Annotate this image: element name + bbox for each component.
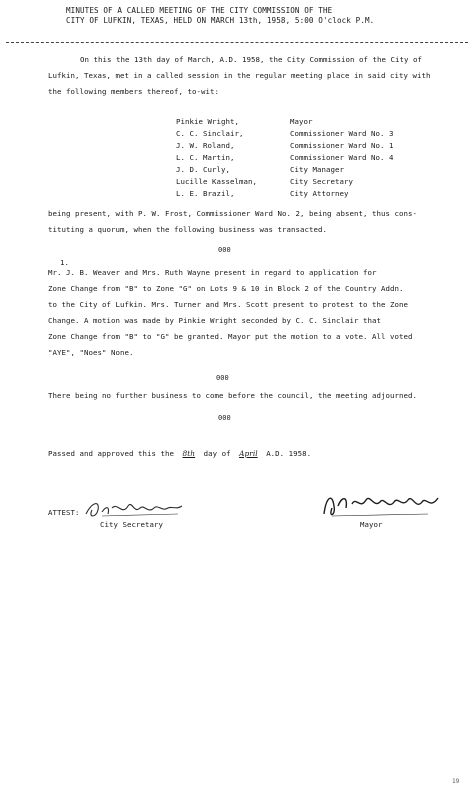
member-title: Mayor [290,117,313,126]
member-name: Lucille Kasselman, [176,177,257,186]
item-mark: 1. [60,258,69,267]
page-number: 19 [452,778,460,785]
mayor-signature [318,488,448,522]
item-line-3: to the City of Lufkin. Mrs. Turner and Mrs. Scott present to protest to the Zone [48,300,408,309]
member-title: Commissioner Ward No. 3 [290,129,394,138]
header-line-2: CITY OF LUFKIN, TEXAS, HELD ON MARCH 13th, 1958, 5:00 O'clock P.M. [66,16,375,25]
intro-line-1: On this the 13th day of March, A.D. 1958, the City Commission of the City of [80,55,422,64]
approval-day: 8th [182,449,196,458]
attest-label: ATTEST: [48,508,80,517]
approval-suffix: A.D. 1958. [266,449,312,458]
member-title: City Attorney [290,189,349,198]
member-title: City Manager [290,165,344,174]
member-name: J. D. Curly, [176,165,230,174]
separator: 000 [218,246,231,254]
quorum-line-1: being present, with P. W. Frost, Commissioner Ward No. 2, being absent, thus cons- [48,209,417,218]
item-line-6: "AYE", "Noes" None. [48,348,134,357]
quorum-line-2: tituting a quorum, when the following business was transacted. [48,225,327,234]
approval-prefix: Passed and approved this the [48,449,174,458]
separator: 000 [216,374,229,382]
member-name: C. C. Sinclair, [176,129,244,138]
city-secretary-signature [82,496,192,522]
separator: 000 [218,414,231,422]
mayor-title: Mayor [360,520,383,529]
approval-middle: day of [203,449,231,458]
member-name: J. W. Roland, [176,141,235,150]
intro-line-2: Lufkin, Texas, met in a called session in the regular meeting place in said city with [48,71,431,80]
member-name: L. C. Martin, [176,153,235,162]
member-title: Commissioner Ward No. 4 [290,153,394,162]
member-name: Pinkie Wright, [176,117,239,126]
item-line-4: Change. A motion was made by Pinkie Wright seconded by C. C. Sinclair that [48,316,381,325]
approval-month: April [239,449,258,458]
intro-line-3: the following members thereof, to-wit: [48,87,219,96]
member-name: L. E. Brazil, [176,189,235,198]
header-line-1: MINUTES OF A CALLED MEETING OF THE CITY COMMISSION OF THE [66,6,333,15]
approval-line [48,449,311,459]
member-title: Commissioner Ward No. 1 [290,141,394,150]
item-line-1: Mr. J. B. Weaver and Mrs. Ruth Wayne present in regard to application for [48,268,377,277]
attest-title: City Secretary [100,520,163,529]
item-line-5: Zone Change from "B" to "G" be granted. Mayor put the motion to a vote. All voted [48,332,413,341]
member-title: City Secretary [290,177,353,186]
closing-line: There being no further business to come before the council, the meeting adjourned. [48,391,417,400]
item-line-2: Zone Change from "B" to Zone "G" on Lots 9 & 10 in Block 2 of the Country Addn. [48,284,404,293]
header-rule [6,42,468,43]
